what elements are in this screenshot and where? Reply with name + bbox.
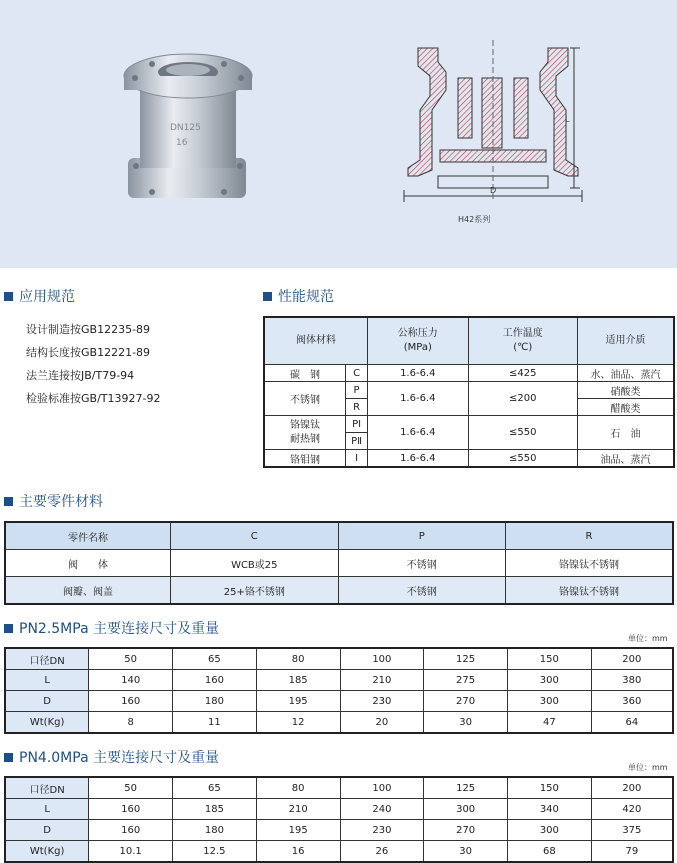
header-pressure: 公称压力 (MPa) — [368, 317, 469, 365]
table-cell: Wt(Kg) — [5, 712, 89, 734]
pn25-table — [4, 647, 674, 734]
table-cell: 不锈钢 — [338, 577, 505, 605]
table-cell: 水、油品、蒸汽 — [577, 365, 674, 382]
table-cell: D — [5, 820, 89, 841]
table-cell: 47 — [507, 712, 591, 734]
table-cell: 不锈钢 — [264, 382, 346, 416]
table-cell: 铬镍钛不锈钢 — [506, 577, 673, 605]
table-cell: P — [346, 382, 368, 399]
table-cell: 30 — [424, 841, 508, 863]
table-row — [5, 820, 673, 841]
table-cell: 20 — [340, 712, 424, 734]
table-cell: 65 — [173, 648, 257, 670]
dim-label-d: D — [490, 186, 497, 195]
table-cell: 铬钼钢 — [264, 450, 346, 468]
table-cell: L — [5, 799, 89, 820]
table-cell: 醋酸类 — [577, 399, 674, 416]
table-cell: ≤550 — [468, 416, 577, 450]
app-spec-item: 检验标准按GB/T13927-92 — [26, 392, 161, 405]
table-cell: 185 — [173, 799, 257, 820]
table-cell: 185 — [256, 670, 340, 691]
table-row — [5, 799, 673, 820]
table-cell: 1.6-6.4 — [368, 365, 469, 382]
table-cell: 125 — [424, 777, 508, 799]
perf-spec-title — [263, 286, 334, 306]
table-cell: 140 — [89, 670, 173, 691]
table-row — [264, 450, 674, 468]
table-cell: 不锈钢 — [338, 550, 505, 577]
table-cell: 180 — [173, 691, 257, 712]
square-bullet-icon — [4, 753, 13, 762]
table-cell: 80 — [256, 648, 340, 670]
table-cell: 380 — [591, 670, 673, 691]
app-spec-item: 法兰连接按JB/T79-94 — [26, 369, 135, 382]
table-cell: 125 — [424, 648, 508, 670]
table-cell: 210 — [340, 670, 424, 691]
table-cell: 阀 体 — [5, 550, 171, 577]
table-cell: 375 — [591, 820, 673, 841]
table-cell: 200 — [591, 777, 673, 799]
table-cell: C — [346, 365, 368, 382]
hero-panel — [0, 0, 677, 268]
perf-spec-title-text: 性能规范 — [278, 289, 334, 305]
table-cell: D — [5, 691, 89, 712]
table-cell: 180 — [173, 820, 257, 841]
table-cell: 340 — [508, 799, 592, 820]
table-cell: 30 — [424, 712, 508, 734]
table-row — [5, 670, 673, 691]
pn25-unit: 单位：mm — [628, 634, 668, 643]
nameplate-line1: DN125 — [170, 123, 201, 133]
table-cell: PⅠ — [346, 416, 368, 433]
app-spec-title-text: 应用规范 — [19, 289, 75, 305]
table-row — [5, 691, 673, 712]
table-cell: 26 — [340, 841, 424, 863]
app-spec-list — [26, 318, 160, 410]
table-cell: 50 — [89, 648, 173, 670]
pn40-table — [4, 776, 674, 863]
table-row — [5, 550, 673, 577]
table-cell: 300 — [508, 820, 592, 841]
table-cell: 50 — [89, 777, 173, 799]
table-header-row — [264, 317, 674, 365]
table-row — [5, 577, 673, 605]
perf-spec-table — [263, 316, 675, 468]
table-cell: 270 — [424, 691, 508, 712]
table-cell: PⅡ — [346, 433, 368, 450]
table-cell: ≤550 — [468, 450, 577, 468]
table-cell: 1.6-6.4 — [368, 382, 469, 416]
square-bullet-icon — [4, 497, 13, 506]
table-cell: 230 — [340, 820, 424, 841]
table-cell: 铬镍钛 耐热钢 — [264, 416, 346, 450]
parts-title-text: 主要零件材料 — [19, 494, 103, 510]
table-cell: 阀瓣、阀盖 — [5, 577, 171, 605]
table-cell: 11 — [173, 712, 257, 734]
parts-title — [4, 491, 103, 511]
table-cell: Wt(Kg) — [5, 841, 89, 863]
table-row — [264, 382, 674, 399]
header-medium: 适用介质 — [577, 317, 674, 365]
pn40-title — [4, 747, 219, 767]
table-cell: 270 — [424, 820, 508, 841]
app-spec-item: 结构长度按GB12221-89 — [26, 346, 151, 359]
table-cell: ≤425 — [468, 365, 577, 382]
pn25-title-text: PN2.5MPa 主要连接尺寸及重量 — [19, 621, 220, 637]
app-spec-item: 设计制造按GB12235-89 — [26, 323, 151, 336]
table-cell: C — [171, 522, 339, 550]
table-cell: R — [506, 522, 673, 550]
table-cell: 油品、蒸汽 — [577, 450, 674, 468]
table-cell: 零件名称 — [5, 522, 171, 550]
pn40-unit: 单位：mm — [628, 763, 668, 772]
table-cell: 1.6-6.4 — [368, 416, 469, 450]
app-spec-title — [4, 286, 75, 306]
table-cell: 68 — [508, 841, 592, 863]
table-cell: 25+铬不锈钢 — [171, 577, 339, 605]
table-cell: 160 — [173, 670, 257, 691]
square-bullet-icon — [4, 292, 13, 301]
table-cell: 石 油 — [577, 416, 674, 450]
table-cell: 150 — [507, 648, 591, 670]
table-cell: 硝酸类 — [577, 382, 674, 399]
table-cell: 80 — [256, 777, 340, 799]
table-cell: 300 — [507, 670, 591, 691]
table-cell: I — [346, 450, 368, 468]
table-cell: ≤200 — [468, 382, 577, 416]
pn40-title-text: PN4.0MPa 主要连接尺寸及重量 — [19, 750, 220, 766]
table-cell: 300 — [507, 691, 591, 712]
table-cell: 碳 钢 — [264, 365, 346, 382]
table-row — [5, 712, 673, 734]
square-bullet-icon — [4, 624, 13, 633]
table-cell: R — [346, 399, 368, 416]
hero-illustration — [0, 0, 677, 268]
table-row — [264, 416, 674, 433]
table-cell: 360 — [591, 691, 673, 712]
table-cell: 64 — [591, 712, 673, 734]
table-cell: 240 — [340, 799, 424, 820]
table-cell: 79 — [591, 841, 673, 863]
dim-label-l: L — [565, 115, 570, 124]
table-cell: 12 — [256, 712, 340, 734]
table-row — [264, 365, 674, 382]
table-cell: 420 — [591, 799, 673, 820]
table-cell: 195 — [256, 691, 340, 712]
square-bullet-icon — [263, 292, 272, 301]
drawing-caption: H42系列 — [458, 215, 491, 224]
table-cell: 65 — [173, 777, 257, 799]
table-cell: 100 — [340, 648, 424, 670]
table-cell: 100 — [340, 777, 424, 799]
table-cell: 160 — [89, 820, 173, 841]
header-temperature: 工作温度 (℃) — [468, 317, 577, 365]
header-material: 阀体材料 — [264, 317, 368, 365]
table-cell: 1.6-6.4 — [368, 450, 469, 468]
table-cell: 200 — [591, 648, 673, 670]
table-cell: 195 — [256, 820, 340, 841]
table-cell: 铬镍钛不锈钢 — [506, 550, 673, 577]
table-cell: 160 — [89, 799, 173, 820]
valve-photo — [124, 54, 252, 198]
pn25-title — [4, 618, 219, 638]
nameplate-line2: 16 — [176, 138, 188, 148]
table-cell: 10.1 — [89, 841, 173, 863]
table-cell: 16 — [256, 841, 340, 863]
table-cell: WCB或25 — [171, 550, 339, 577]
table-cell: 150 — [508, 777, 592, 799]
table-cell: 210 — [256, 799, 340, 820]
table-cell: L — [5, 670, 89, 691]
parts-table — [4, 521, 674, 605]
table-cell: 160 — [89, 691, 173, 712]
table-cell: 230 — [340, 691, 424, 712]
section-drawing — [404, 40, 582, 202]
table-cell: 8 — [89, 712, 173, 734]
table-row — [5, 648, 673, 670]
table-cell: 口径DN — [5, 777, 89, 799]
table-cell: 275 — [424, 670, 508, 691]
table-cell: 12.5 — [173, 841, 257, 863]
table-row — [5, 777, 673, 799]
table-cell: P — [338, 522, 505, 550]
table-header-row — [5, 522, 673, 550]
table-cell: 口径DN — [5, 648, 89, 670]
table-cell: 300 — [424, 799, 508, 820]
